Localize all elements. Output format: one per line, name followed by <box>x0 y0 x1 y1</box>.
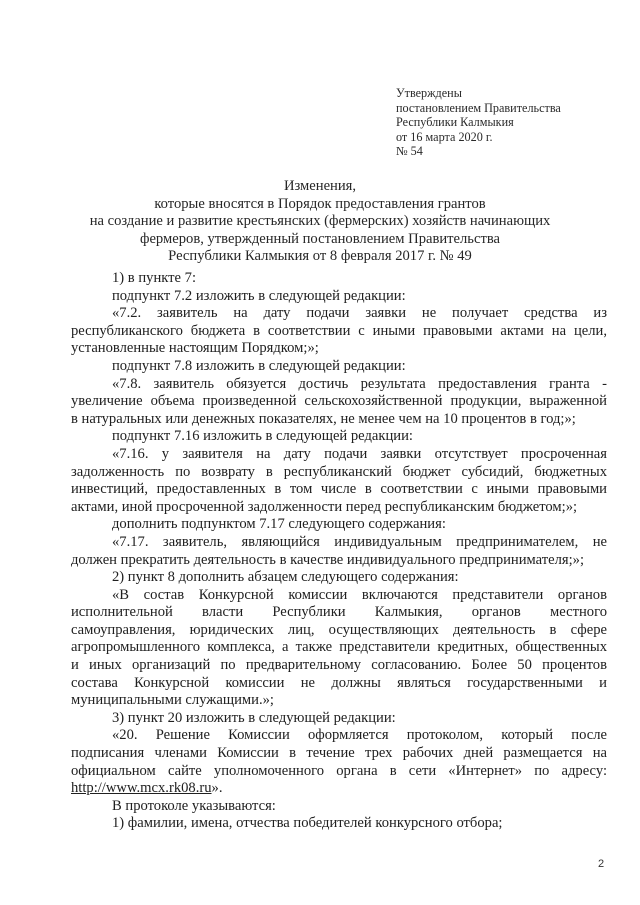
body-line: исполнительной власти Республики Калмыкия, органов местного <box>71 604 607 621</box>
body-line: подписания членами Комиссии в течение трех рабочих дней размещается на <box>71 745 607 762</box>
document-title <box>60 178 580 266</box>
body-line: должен прекратить деятельность в качестве индивидуального предпринимателя;»; <box>71 551 585 568</box>
title-line: Республики Калмыкия от 8 февраля 2017 г. № 49 <box>168 248 472 265</box>
approval-line: постановлением Правительства <box>396 100 561 115</box>
approval-line: Республики Калмыкия <box>396 115 514 130</box>
body-line: «7.8. заявитель обязуется достичь результата предоставления гранта - <box>112 375 607 392</box>
body-line: подпункт 7.16 изложить в следующей редакции: <box>112 428 413 445</box>
body-line: агропромышленного комплекса, а также представители кредитных, общественных <box>71 639 607 656</box>
body-line: актами, иной просроченной задолженности перед республиканским бюджетом;»; <box>71 498 578 515</box>
title-line: фермеров, утвержденный постановлением Правительства <box>140 230 500 247</box>
body-line: задолженность по возврату в республиканский бюджет субсидий, бюджетных <box>71 463 607 480</box>
body-line: установленные настоящим Порядком;»; <box>71 340 319 357</box>
approval-line: от 16 марта 2020 г. <box>396 129 493 144</box>
site-link[interactable]: http://www.mcx.rk08.ru <box>71 780 212 797</box>
page-number: 2 <box>598 858 605 870</box>
body-line: подпункт 7.2 изложить в следующей редакции: <box>112 287 406 304</box>
body-line: «7.16. у заявителя на дату подачи заявки отсутствует просроченная <box>112 445 607 462</box>
body-line: 1) в пункте 7: <box>112 270 197 286</box>
approval-line: № 54 <box>396 144 423 159</box>
body-line: «7.2. заявитель на дату подачи заявки не получает средства из <box>112 305 607 322</box>
body-line: 3) пункт 20 изложить в следующей редакции: <box>112 709 396 726</box>
body-line: состава Конкурсной комиссии не должны являться государственными и <box>71 674 607 691</box>
body-line: «В состав Конкурсной комиссии включаются представители органов <box>112 586 607 603</box>
body-line: и иных организаций по предварительному согласованию. Более 50 процентов <box>71 657 607 674</box>
body-line: официальном сайте уполномоченного органа в сети «Интернет» по адресу: <box>71 762 607 779</box>
body-line: подпункт 7.8 изложить в следующей редакции: <box>112 357 406 374</box>
body-line: увеличение объема произведенной сельскохозяйственной продукции, выраженной <box>71 393 607 410</box>
body-line: муниципальными служащими.»; <box>71 692 274 709</box>
body-line: самоуправления, юридических лиц, осуществляющих деятельность в сфере <box>71 621 607 638</box>
approval-stamp <box>396 86 561 159</box>
body-line: дополнить подпунктом 7.17 следующего содержания: <box>112 516 446 533</box>
title-line: Изменения, <box>283 178 357 194</box>
url-line-tail: ». <box>211 780 223 797</box>
body-line: в натуральных или денежных показателях, не менее чем на 10 процентов в год;»; <box>71 410 576 427</box>
body-line: «20. Решение Комиссии оформляется протоколом, который после <box>112 727 607 744</box>
body-line-url <box>71 780 607 798</box>
approval-line: Утверждены <box>396 86 462 100</box>
body-line: инвестиций, предоставленных в том числе в соответствии с иными правовыми <box>71 481 607 498</box>
body-line: 2) пункт 8 дополнить абзацем следующего содержания: <box>112 569 459 586</box>
body-line: «7.17. заявитель, являющийся индивидуальным предпринимателем, не <box>112 533 607 550</box>
title-line: на создание и развитие крестьянских (фермерских) хозяйств начинающих <box>89 213 551 230</box>
document-body <box>71 270 607 833</box>
title-line: которые вносятся в Порядок предоставления грантов <box>154 195 486 212</box>
body-line: 1) фамилии, имена, отчества победителей конкурсного отбора; <box>112 815 503 832</box>
body-line: республиканского бюджета в соответствии с иными правовыми актами на цели, <box>71 322 607 339</box>
body-line: В протоколе указываются: <box>112 797 276 814</box>
